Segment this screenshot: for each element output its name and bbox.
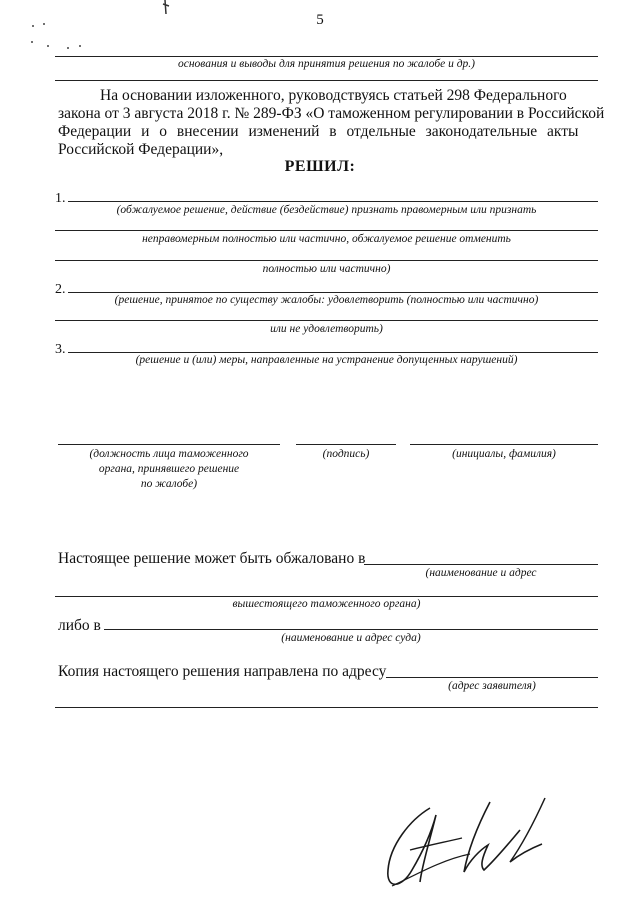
scan-specks bbox=[30, 20, 90, 60]
item-1-hint-b: неправомерным полностью или частично, обжалуемое решение отменить bbox=[142, 233, 511, 245]
item-3-line bbox=[68, 352, 598, 353]
item-2-hint-b: или не удовлетворить) bbox=[270, 323, 383, 335]
grounds-underline bbox=[55, 80, 598, 81]
item-1-line-b bbox=[55, 230, 598, 231]
position-line bbox=[58, 444, 280, 445]
appeal-line-a bbox=[364, 564, 598, 565]
signature-line bbox=[296, 444, 396, 445]
corner-mark-icon bbox=[160, 0, 172, 16]
paragraph-line-2: закона от 3 августа 2018 г. № 289-ФЗ «О таможенном регулировании в Российской bbox=[58, 105, 605, 122]
item-2-line-b bbox=[55, 320, 598, 321]
position-hint: (должность лица таможенного органа, принявшего решение по жалобе) bbox=[89, 448, 249, 490]
item-1-line-a bbox=[68, 201, 598, 202]
court-hint: (наименование и адрес суда) bbox=[281, 632, 421, 644]
page-number: 5 bbox=[316, 12, 324, 28]
item-2-line-a bbox=[68, 292, 598, 293]
item-2-number: 2. bbox=[55, 282, 66, 297]
item-2-hint-a: (решение, принятое по существу жалобы: удовлетворить (полностью или частично) bbox=[114, 294, 539, 306]
applicant-line bbox=[386, 677, 598, 678]
decision-heading: РЕШИЛ: bbox=[284, 158, 356, 175]
initials-hint: (инициалы, фамилия) bbox=[452, 448, 556, 460]
item-1-hint-a: (обжалуемое решение, действие (бездействие) признать правомерным или признать bbox=[116, 204, 537, 216]
item-1-number: 1. bbox=[55, 191, 66, 206]
appeal-line-b bbox=[55, 596, 598, 597]
grounds-line bbox=[55, 56, 598, 57]
appeal-text: Настоящее решение может быть обжаловано в bbox=[58, 550, 366, 567]
appeal-hint-a: (наименование и адрес bbox=[425, 567, 537, 579]
or-court-text: либо в bbox=[58, 617, 101, 634]
paragraph-line-3: Федерации и о внесении изменений в отдельные законодательные акты bbox=[58, 123, 579, 140]
grounds-hint: основания и выводы для принятия решения по жалобе и др.) bbox=[177, 58, 475, 70]
applicant-underline bbox=[55, 707, 598, 708]
copy-text: Копия настоящего решения направлена по адресу bbox=[58, 663, 387, 680]
paragraph-line-4: Российской Федерации», bbox=[58, 141, 224, 158]
appeal-hint-b: вышестоящего таможенного органа) bbox=[232, 598, 421, 610]
paragraph-line-1: На основании изложенного, руководствуясь статьей 298 Федерального bbox=[100, 87, 567, 104]
initials-line bbox=[410, 444, 598, 445]
applicant-hint: (адрес заявителя) bbox=[448, 680, 536, 692]
signature-hint: (подпись) bbox=[322, 448, 370, 460]
court-line bbox=[104, 629, 598, 630]
item-3-hint: (решение и (или) меры, направленные на устранение допущенных нарушений) bbox=[135, 354, 518, 366]
handwritten-signature bbox=[370, 790, 570, 900]
item-1-line-c bbox=[55, 260, 598, 261]
item-1-hint-c: полностью или частично) bbox=[262, 263, 391, 275]
item-3-number: 3. bbox=[55, 342, 66, 357]
